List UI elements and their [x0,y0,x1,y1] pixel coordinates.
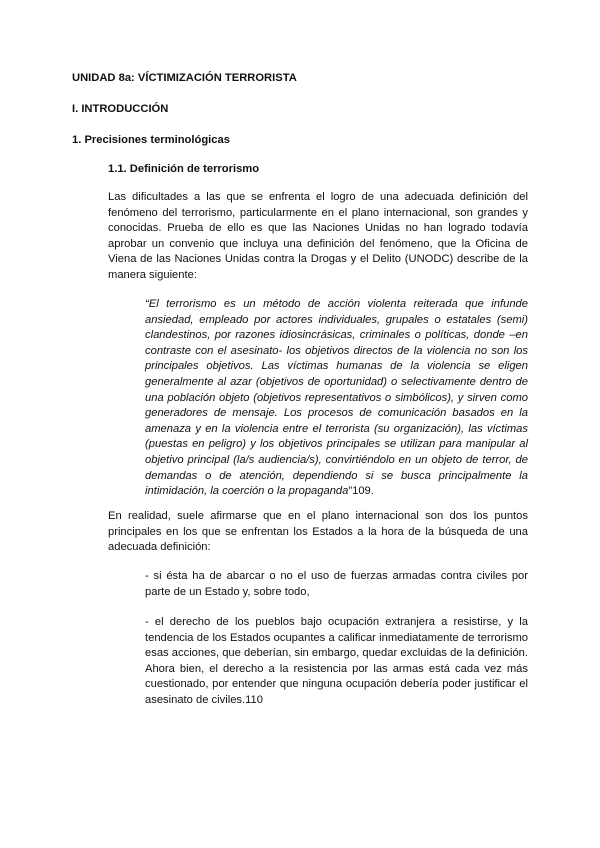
quote-text: El terrorismo es un método de acción violenta reiterada que infunde ansiedad, empleado por actores individuales, grupales o estatales (semi) clandestinos, por razones idiosincrásicas, criminales o políticas, donde –en contraste con el asesinato- los objetivos directos de la violencia no son los principales objetivos. Las víctimas humanas de la violencia se eligen generalmente al azar (objetivos de oportunidad) o selectivamente dentro de una población objeto (objetivos representativos o simbólicos), y sirven como generadores de mensaje. Los procesos de comunicación basados en la amenaza y en la violencia entre el terrorista (su organización), las víctimas (puestas en peligro) y los objetivos principales se utilizan para manipular al objetivo principal (la/s audiencia/s), convirtiéndolo en un objeto de terror, de demandas o de atención, dependiendo si se busca principalmente la intimidación, la coerción o la propaganda [145,298,528,498]
quote-open-mark: “ [145,298,149,310]
subsection-heading: 1.1. Definición de terrorismo [108,163,260,175]
quote-footnote-ref: ”109. [348,485,374,498]
list-item: - si ésta ha de abarcar o no el uso de fuerzas armadas contra civiles por parte de un Estado y, sobre todo, [145,570,528,598]
unit-title: UNIDAD 8a: VÍCTIMIZACIÓN TERRORISTA [72,72,297,84]
intro-heading: I. INTRODUCCIÓN [72,103,169,115]
list-item: - el derecho de los pueblos bajo ocupación extranjera a resistirse, y la tendencia de los Estados ocupantes a calificar inmediatamente de terrorismo esas acciones, que deberían, sin embargo, quedar excluidas de la definición. Ahora bien, el derecho a la resistencia por las armas está cada vez más cuestionado, por entender que ninguna ocupación debería poder justificar el asesinato de civiles.110 [145,616,528,706]
unodc-definition-quote [145,297,528,500]
context-paragraph: En realidad, suele afirmarse que en el plano internacional son dos los puntos principales en los que se enfrentan los Estados a la hora de la búsqueda de una adecuada definición: [108,510,528,554]
intro-paragraph: Las dificultades a las que se enfrenta el logro de una adecuada definición del fenómeno del terrorismo, particularmente en el plano internacional, son grandes y conocidas. Prueba de ello es que las Naciones Unidas no han logrado todavía aprobar un convenio que incluya una definición del fenómeno, que la Oficina de Viena de las Naciones Unidas contra la Drogas y el Delito (UNODC) describe de la manera siguiente: [108,191,528,281]
section-heading: 1. Precisiones terminológicas [72,134,230,146]
